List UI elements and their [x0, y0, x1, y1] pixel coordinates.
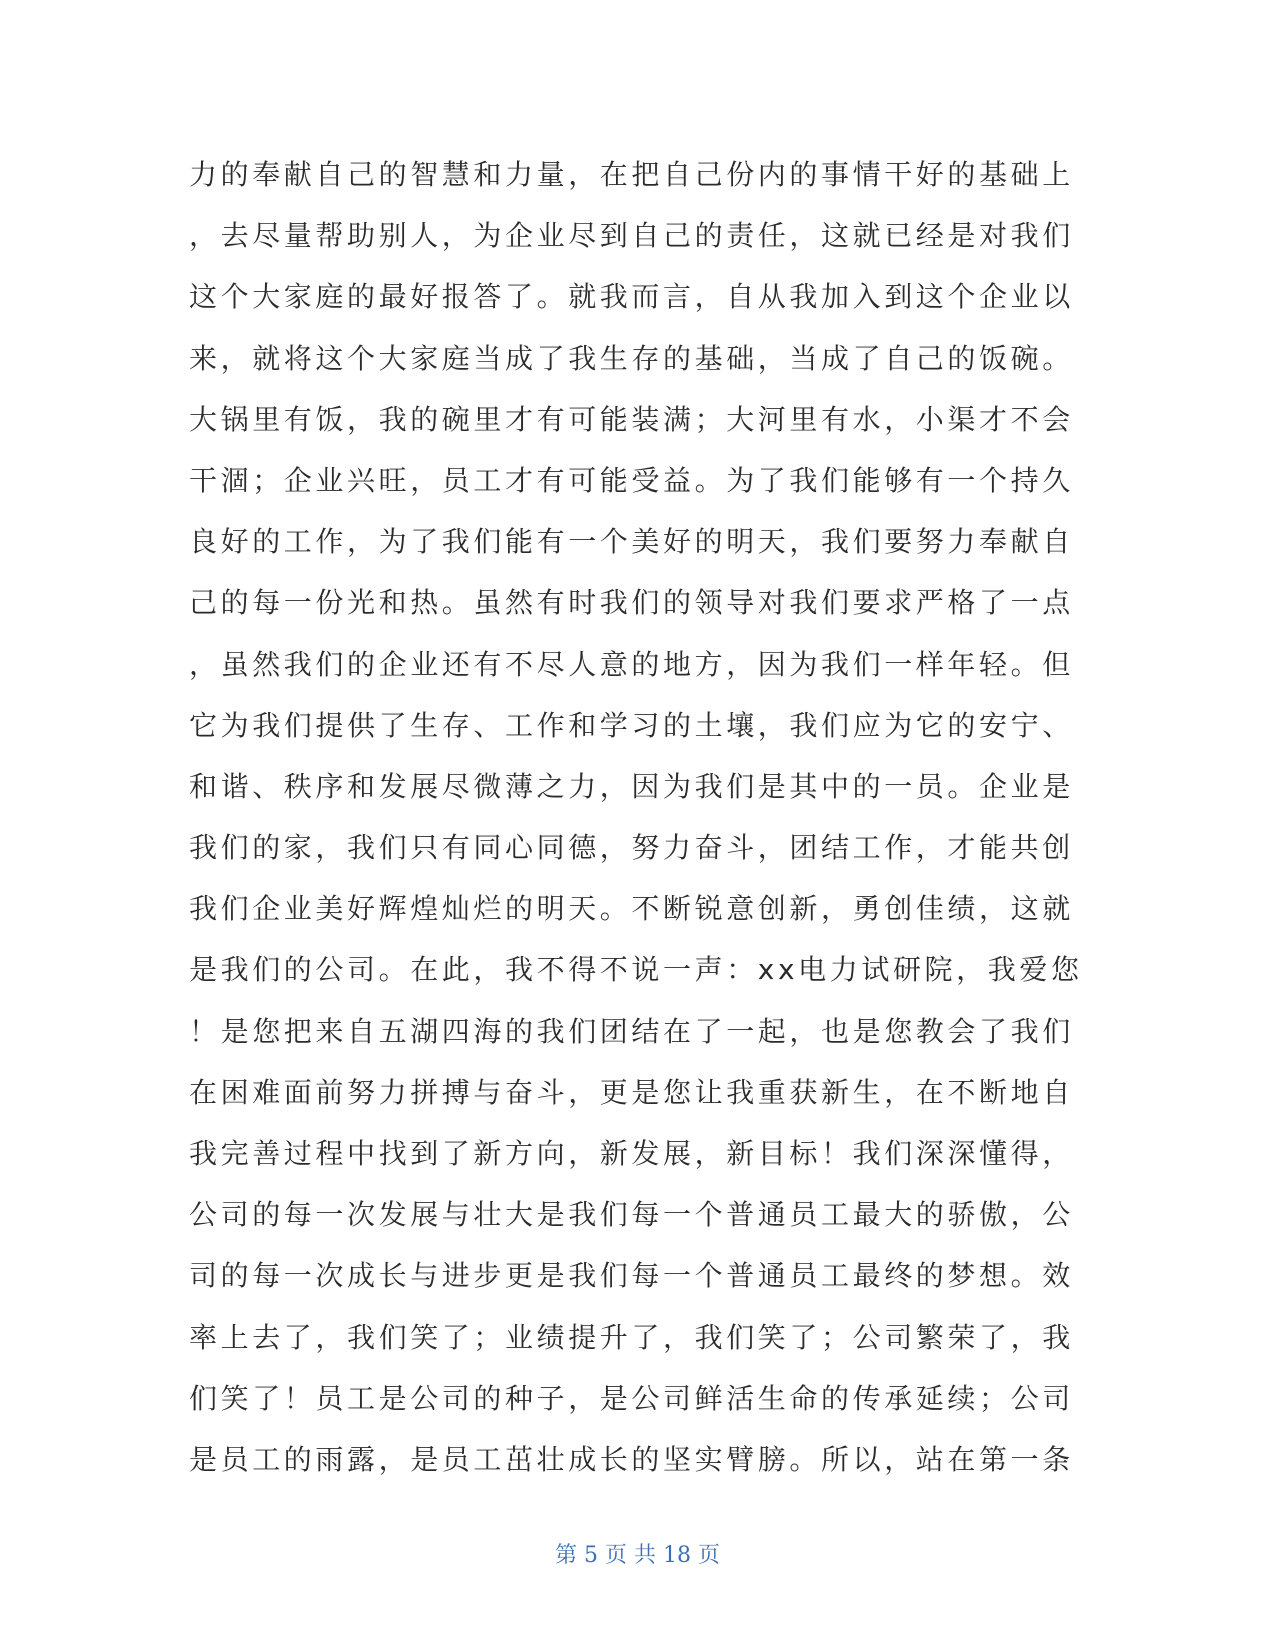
- text-line: 率上去了，我们笑了；业绩提升了，我们笑了；公司繁荣了，我: [189, 1320, 1074, 1354]
- text-line: 们笑了！员工是公司的种子，是公司鲜活生命的传承延续；公司: [189, 1381, 1074, 1415]
- page-number-footer: 第 5 页 共 18 页: [555, 1543, 720, 1568]
- text-line: 在困难面前努力拼搏与奋斗，更是您让我重获新生，在不断地自: [189, 1075, 1074, 1109]
- body-text: [189, 144, 1083, 1490]
- text-line: 这个大家庭的最好报答了。就我而言，自从我加入到这个企业以: [189, 280, 1074, 314]
- text-line: 我们企业美好辉煌灿烂的明天。不断锐意创新，勇创佳绩，这就: [189, 892, 1074, 926]
- text-line: 来，就将这个大家庭当成了我生存的基础，当成了自己的饭碗。: [189, 341, 1074, 375]
- text-line: 大锅里有饭，我的碗里才有可能装满；大河里有水，小渠才不会: [189, 402, 1074, 436]
- text-line: 是员工的雨露，是员工茁壮成长的坚实臂膀。所以，站在第一条: [189, 1442, 1074, 1476]
- text-line: 我们的家，我们只有同心同德，努力奋斗，团结工作，才能共创: [189, 831, 1074, 865]
- text-line: 我完善过程中找到了新方向，新发展，新目标！我们深深懂得，: [189, 1137, 1074, 1170]
- text-line: 司的每一次成长与进步更是我们每一个普通员工最终的梦想。效: [189, 1259, 1074, 1293]
- text-line: 力的奉献自己的智慧和力量，在把自己份内的事情干好的基础上: [189, 158, 1074, 191]
- text-line: ！是您把来自五湖四海的我们团结在了一起，也是您教会了我们: [189, 1014, 1074, 1048]
- text-line: 良好的工作，为了我们能有一个美好的明天，我们要努力奉献自: [189, 525, 1074, 559]
- text-line: ，去尽量帮助别人，为企业尽到自己的责任，这就已经是对我们: [189, 219, 1074, 253]
- text-line: 和谐、秩序和发展尽微薄之力，因为我们是其中的一员。企业是: [189, 769, 1074, 803]
- text-line: 它为我们提供了生存、工作和学习的土壤，我们应为它的安宁、: [189, 708, 1074, 742]
- text-line: 公司的每一次发展与壮大是我们每一个普通员工最大的骄傲，公: [189, 1198, 1074, 1232]
- text-line: 干涸；企业兴旺，员工才有可能受益。为了我们能够有一个持久: [189, 463, 1074, 497]
- text-line: 己的每一份光和热。虽然有时我们的领导对我们要求严格了一点: [189, 586, 1074, 620]
- text-line: 是我们的公司。在此，我不得不说一声：xx电力试研院，我爱您: [189, 953, 1083, 987]
- text-line: ，虽然我们的企业还有不尽人意的地方，因为我们一样年轻。但: [189, 647, 1074, 681]
